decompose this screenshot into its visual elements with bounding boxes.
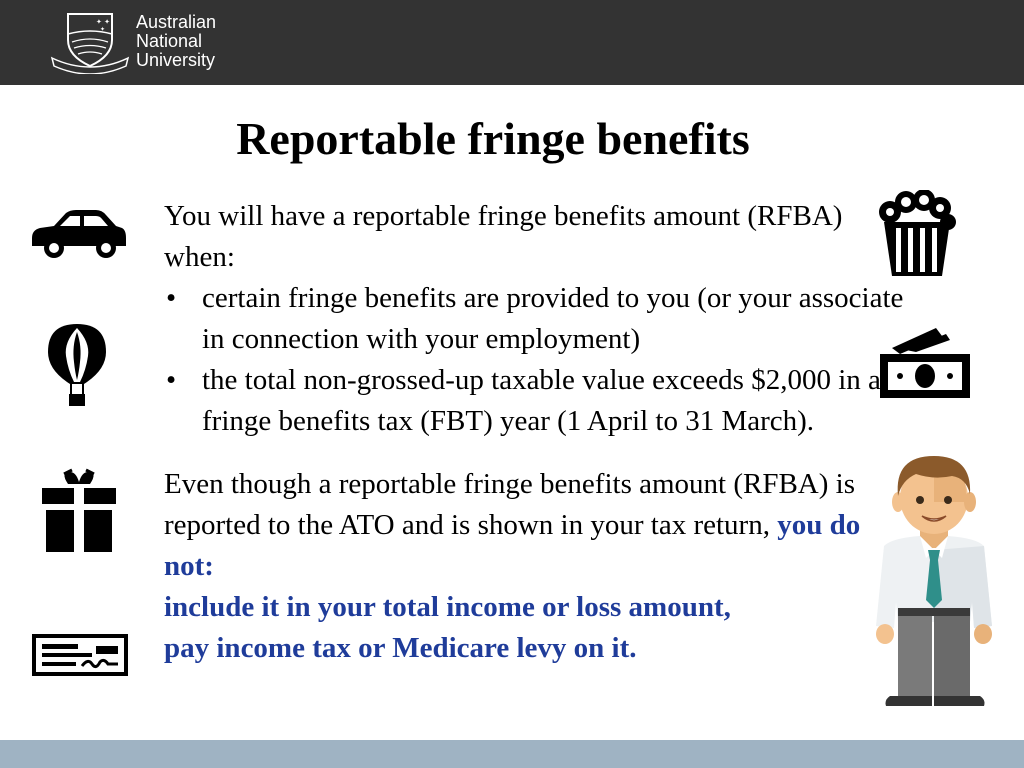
svg-text:✦ ✦: ✦ ✦: [96, 18, 110, 26]
anu-wordmark: [136, 13, 216, 70]
header-bar: [0, 0, 1024, 85]
wordmark-line-3: University: [136, 50, 216, 70]
anu-crest-logo: [50, 10, 130, 74]
hot-air-balloon-icon: [44, 322, 110, 408]
slide-title: Reportable fringe benefits: [236, 113, 750, 164]
note-text: Even though a reportable fringe benefits amount (RFBA) is reported to the ATO and is shown in your tax return,: [164, 468, 856, 541]
footer-bar: [0, 740, 1024, 768]
gift-icon: [40, 468, 118, 554]
conditions-list: [164, 278, 904, 442]
wordmark-line-2: National: [136, 31, 203, 51]
note-paragraph: [164, 464, 904, 587]
exclusion-line-1: include it in your total income or loss amount,: [164, 591, 731, 623]
condition-bullet-2: • the total non-grossed-up taxable value exceeds $2,000 in a fringe benefits tax (FBT) year (1 April to 31 March).: [164, 360, 904, 442]
intro-paragraph: You will have a reportable fringe benefits amount (RFBA) when:: [164, 200, 843, 273]
exclusion-line-2: pay income tax or Medicare levy on it.: [164, 632, 637, 664]
svg-text:✦: ✦: [100, 26, 106, 33]
condition-bullet-1: • certain fringe benefits are provided to you (or your associate in connection with your employment): [164, 278, 904, 360]
wordmark-line-1: Australian: [136, 12, 217, 32]
slide-body: [164, 196, 904, 669]
cheque-icon: [32, 634, 128, 676]
car-icon: [30, 208, 128, 260]
note-emphasis: you do not:: [164, 509, 861, 582]
